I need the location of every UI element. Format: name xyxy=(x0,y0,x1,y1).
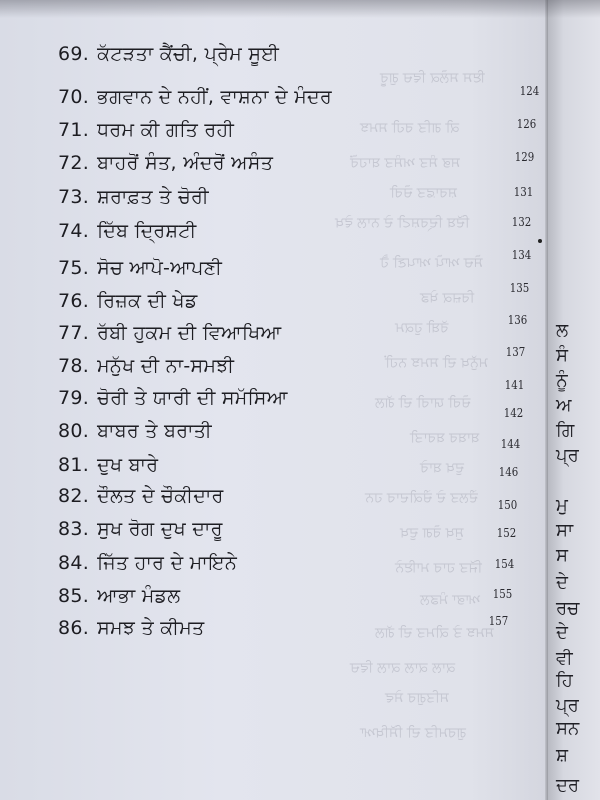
next-page-text-fragment: ਅ xyxy=(556,395,572,416)
toc-entry-number: 78. xyxy=(58,355,90,377)
bleed-through-text: ਇਸ ਸਲੋਕ ਵਿਚ ਗੁਰੂ xyxy=(380,70,485,86)
toc-page-number: 136 xyxy=(507,313,528,327)
next-page-text-fragment: ਰਚ xyxy=(556,598,580,619)
toc-entry-number: 72. xyxy=(58,152,90,174)
toc-entry xyxy=(58,152,273,182)
toc-entry-title: ਜਿੱਤ ਹਾਰ ਦੇ ਮਾਇਨੇ xyxy=(97,552,238,574)
toc-page-number: 142 xyxy=(503,406,524,420)
toc-entry-title: ਆਭਾ ਮੰਡਲ xyxy=(97,585,181,607)
ink-dot xyxy=(538,239,542,243)
bleed-through-text: ਸੋਚ ਆਪੋ ਆਪਣੀ ਹੈ xyxy=(380,255,483,271)
bleed-through-text: ਸਤਿਗੁਰ ਸੇਵ xyxy=(385,690,449,706)
next-page-text-fragment: ਦਰ xyxy=(556,775,580,796)
next-page-text-fragment: ਮੁ xyxy=(556,495,568,516)
toc-entry-title: ਸੁਖ ਰੋਗ ਦੁਖ ਦਾਰੂ xyxy=(97,518,223,540)
toc-page-number: 144 xyxy=(500,437,521,451)
toc-entry xyxy=(58,420,212,450)
toc-entry xyxy=(58,290,198,320)
toc-page-number: 132 xyxy=(511,215,532,229)
toc-entry-title: ਧਰਮ ਕੀ ਗਤਿ ਰਹੀ xyxy=(97,119,235,141)
toc-page-number: 131 xyxy=(513,185,534,199)
bleed-through-text: ਆਭਾ ਮੰਡਲ xyxy=(420,592,481,608)
toc-entry xyxy=(58,387,288,417)
toc-entry-title: ਬਾਬਰ ਤੇ ਬਰਾਤੀ xyxy=(97,420,212,442)
toc-entry-title: ਮਨੁੱਖ ਦੀ ਨਾ-ਸਮਝੀ xyxy=(97,355,235,377)
toc-page-number: 137 xyxy=(505,345,526,359)
toc-entry xyxy=(58,257,222,287)
toc-entry-number: 83. xyxy=(58,518,90,540)
next-page-text-fragment: ਹਿ xyxy=(556,670,573,691)
toc-entry-number: 85. xyxy=(58,585,90,607)
toc-entry xyxy=(58,220,197,250)
toc-entry-number: 86. xyxy=(58,617,90,639)
toc-page-number: 154 xyxy=(494,557,515,571)
toc-entry-number: 71. xyxy=(58,119,90,141)
next-page-text-fragment: ਲ xyxy=(556,320,569,341)
next-page-text-fragment: ਗਿ xyxy=(556,420,575,441)
toc-page-number: 129 xyxy=(514,150,535,164)
toc-entry-title: ਦੁਖ ਬਾਰੇ xyxy=(97,454,159,476)
bleed-through-text: ਮਨੁੱਖ ਦੀ ਸਮਝ ਨਹੀਂ xyxy=(385,355,488,371)
toc-entry xyxy=(58,86,332,116)
bleed-through-text: ਕਾਲ ਕਾਲ ਕਾਲ ਵਿਚ xyxy=(350,660,456,676)
toc-entry xyxy=(58,552,237,582)
toc-page-number: 152 xyxy=(496,526,517,540)
toc-entry xyxy=(58,518,223,548)
toc-entry-title: ਬਾਹਰੋਂ ਸੰਤ, ਅੰਦਰੋਂ ਅਸੰਤ xyxy=(97,152,274,174)
next-page-edge xyxy=(548,0,600,800)
toc-entry xyxy=(58,485,224,515)
toc-page-number: 155 xyxy=(492,587,513,601)
toc-entry-number: 84. xyxy=(58,552,90,574)
toc-entry-title: ਰਿਜ਼ਕ ਦੀ ਖੇਡ xyxy=(97,290,198,312)
toc-entry xyxy=(58,43,279,73)
toc-entry-number: 74. xyxy=(58,220,90,242)
toc-entry xyxy=(58,617,205,647)
toc-entry-title: ਸੋਚ ਆਪੋ-ਆਪਣੀ xyxy=(97,257,223,279)
toc-page-number: 134 xyxy=(511,248,532,262)
toc-entry xyxy=(58,322,281,352)
toc-entry-number: 73. xyxy=(58,186,90,208)
toc-page-number: 124 xyxy=(519,84,540,98)
bleed-through-text: ਜਿੱਤ ਹਾਰ ਮਾਇਨੇ xyxy=(395,560,482,576)
toc-entry-number: 76. xyxy=(58,290,90,312)
toc-entry xyxy=(58,585,180,615)
next-page-text-fragment: ਸ xyxy=(556,545,568,566)
toc-page-number: 141 xyxy=(504,378,525,392)
bleed-through-text: ਰੱਬੀ ਹੁਕਮ xyxy=(395,320,449,336)
toc-entry-title: ਦਿੱਬ ਦ੍ਰਿਸ਼ਟੀ xyxy=(97,220,197,242)
toc-entry-number: 79. xyxy=(58,387,90,409)
bleed-through-text: ਸਭ ਸੰਤ ਅਸੰਤ ਬਾਹਰੋਂ xyxy=(350,155,460,171)
toc-entry xyxy=(58,454,158,484)
bleed-through-text: ਸਮਝ ਤੇ ਕੀਮਤ ਦੀ ਗੱਲ xyxy=(375,625,494,641)
toc-entry-title: ਭਗਵਾਨ ਦੇ ਨਹੀਂ, ਵਾਸ਼ਨਾ ਦੇ ਮੰਦਰ xyxy=(97,86,333,108)
toc-entry-title: ਕੱਟੜਤਾ ਕੈਂਚੀ, ਪ੍ਰੇਮ ਸੂਈ xyxy=(97,43,280,65)
bleed-through-text: ਗੁਰਮਤਿ ਦੀ ਸਿੱਖਿਆ xyxy=(360,725,466,741)
toc-entry-title: ਸ਼ਰਾਫ਼ਤ ਤੇ ਚੋਰੀ xyxy=(97,186,209,208)
bleed-through-text: ਰਿਜ਼ਕ ਖੇਡ xyxy=(420,290,475,306)
bleed-through-text: ਚੋਰੀ ਯਾਰੀ ਦੀ ਗੱਲ xyxy=(375,395,471,411)
bleed-through-text: ਦੁਖ ਬਾਰੇ xyxy=(420,460,465,476)
toc-page-number: 126 xyxy=(516,117,537,131)
toc-entry-title: ਰੱਬੀ ਹੁਕਮ ਦੀ ਵਿਆਖਿਆ xyxy=(97,322,282,344)
toc-page-number: 135 xyxy=(509,281,530,295)
next-page-text-fragment: ਸੰ xyxy=(556,345,568,366)
bleed-through-text: ਸੁਖ ਰੋਗ ਦੁਖ xyxy=(400,525,464,541)
top-shadow xyxy=(0,0,600,18)
bleed-through-text: ਦਿੱਬ ਦ੍ਰਿਸ਼ਟੀ ਦੇ ਨਾਲ ਵੇਖ xyxy=(335,215,470,231)
next-page-text-fragment: ਵੀ xyxy=(556,648,573,669)
bleed-through-text: ਬਾਬਰ ਬਰਾਤੀ xyxy=(410,430,480,446)
toc-entry-number: 77. xyxy=(58,322,90,344)
next-page-text-fragment: ਨੂੰ xyxy=(556,370,568,391)
next-page-text-fragment: ਸ਼ xyxy=(556,745,568,766)
toc-entry-number: 82. xyxy=(58,485,90,507)
toc-entry xyxy=(58,119,234,149)
next-page-text-fragment: ਸਨ xyxy=(556,718,580,739)
toc-entry-title: ਚੋਰੀ ਤੇ ਯਾਰੀ ਦੀ ਸਮੱਸਿਆ xyxy=(97,387,288,409)
next-page-text-fragment: ਸਾ xyxy=(556,520,574,541)
bleed-through-text: ਦੌਲਤ ਦੇ ਚੌਕੀਦਾਰ ਹਨ xyxy=(365,490,478,506)
next-page-text-fragment: ਦੇ xyxy=(556,572,568,593)
toc-entry-number: 75. xyxy=(58,257,90,279)
toc-page-number: 157 xyxy=(488,614,509,628)
bleed-through-text: ਸ਼ਰਾਫ਼ਤ ਚੋਰੀ xyxy=(390,185,457,201)
toc-entry-number: 69. xyxy=(58,43,90,65)
toc-page-number: 150 xyxy=(497,498,518,512)
toc-entry-number: 80. xyxy=(58,420,90,442)
toc-entry-number: 81. xyxy=(58,454,90,476)
toc-entry-title: ਸਮਝ ਤੇ ਕੀਮਤ xyxy=(97,617,205,639)
toc-page-number: 146 xyxy=(498,465,519,479)
toc-entry xyxy=(58,186,209,216)
toc-entry xyxy=(58,355,234,385)
next-page-text-fragment: ਦੇ xyxy=(556,622,568,643)
toc-entry-title: ਦੌਲਤ ਦੇ ਚੌਕੀਦਾਰ xyxy=(97,485,224,507)
next-page-text-fragment: ਪ੍ਰ xyxy=(556,695,579,716)
toc-entry-number: 70. xyxy=(58,86,90,108)
next-page-text-fragment: ਪ੍ਰ xyxy=(556,445,579,466)
bleed-through-text: ਕੀ ਗਤਿ ਰਹੀ ਸਮਝ xyxy=(360,120,460,136)
